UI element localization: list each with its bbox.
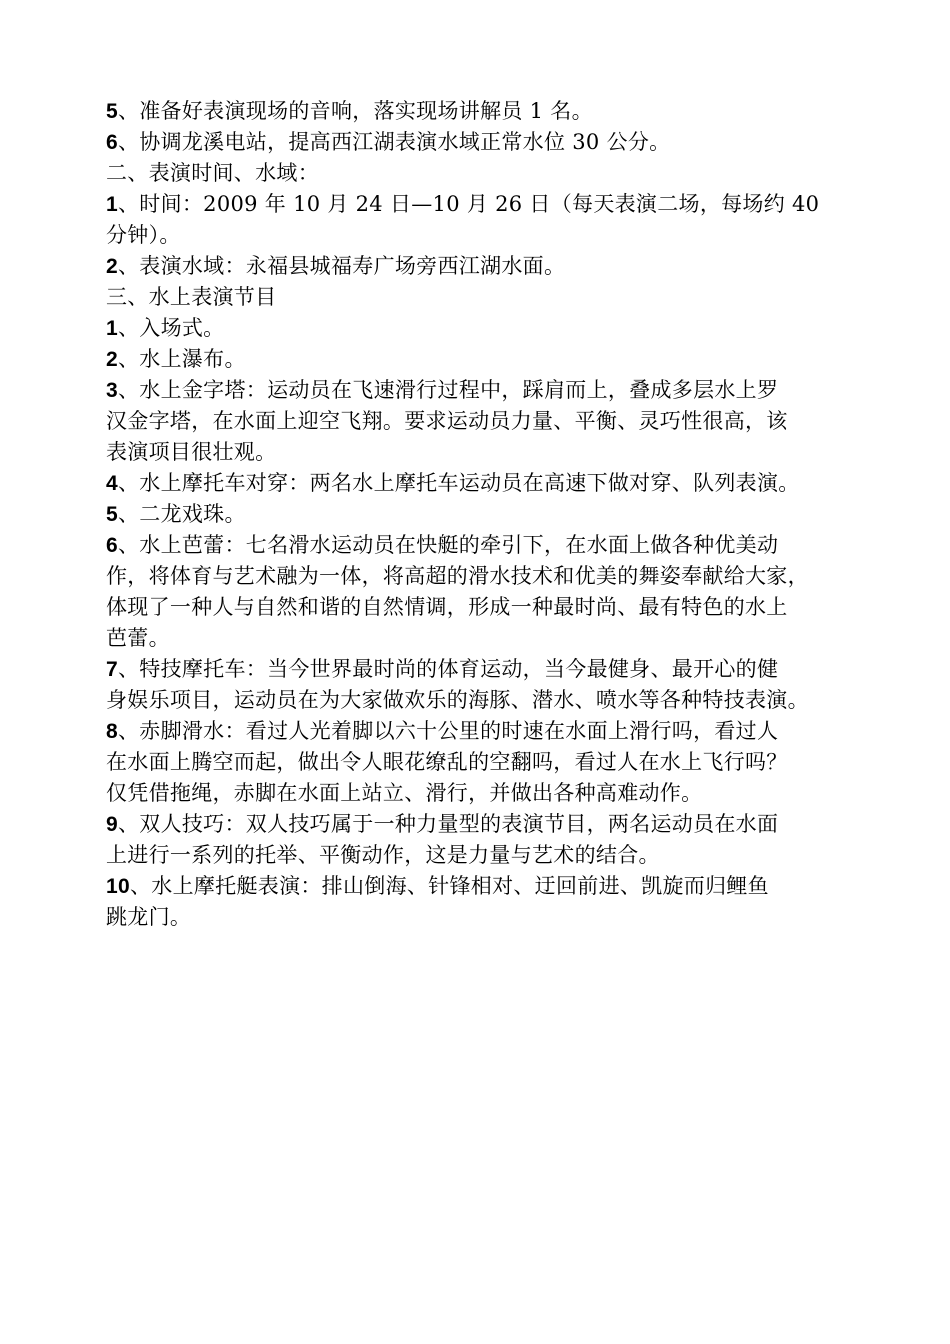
section-heading [106,158,876,189]
item-number: 6 [106,534,118,557]
item-number: 7 [106,658,118,681]
item-number: 10 [106,875,130,898]
text-line [106,716,876,747]
text-line [106,251,876,282]
text-line [106,189,876,220]
line-text: 跳龙门。 [106,905,192,929]
item-number: 8 [106,720,118,743]
line-text: 、协调龙溪电站，提高西江湖表演水域正常水位 30 公分。 [117,130,671,154]
line-text: 在水面上腾空而起，做出令人眼花缭乱的空翻吗，看过人在水上飞行吗？ [106,750,788,774]
line-text: 、特技摩托车：当今世界最时尚的体育运动，当今最健身、最开心的健 [117,657,779,681]
section-heading [106,282,876,313]
line-text: 表演项目很壮观。 [106,440,277,464]
item-number: 9 [106,813,118,836]
line-text: 体现了一种人与自然和谐的自然情调，形成一种最时尚、最有特色的水上 [106,595,788,619]
line-text: 上进行一系列的托举、平衡动作，这是力量与艺术的结合。 [106,843,660,867]
text-line [106,437,876,468]
text-line [106,468,876,499]
text-line [106,561,876,592]
line-text: 、准备好表演现场的音响，落实现场讲解员 1 名。 [117,99,593,123]
line-text: 作，将体育与艺术融为一体，将高超的滑水技术和优美的舞姿奉献给大家， [106,564,809,588]
text-line [106,530,876,561]
text-line [106,778,876,809]
item-number: 5 [106,100,118,123]
text-line [106,840,876,871]
line-text: 、赤脚滑水：看过人光着脚以六十公里的时速在水面上滑行吗，看过人 [117,719,779,743]
text-line [106,344,876,375]
line-text: 、水上瀑布。 [117,347,246,371]
line-text: 、水上芭蕾：七名滑水运动员在快艇的牵引下，在水面上做各种优美动 [117,533,779,557]
text-line [106,127,876,158]
text-line [106,685,876,716]
line-text: 分钟）。 [106,223,181,247]
line-text: 、双人技巧：双人技巧属于一种力量型的表演节目，两名运动员在水面 [117,812,779,836]
line-text: 二、表演时间、水域： [106,161,319,185]
item-number: 4 [106,472,118,495]
line-text: 、水上摩托艇表演：排山倒海、针锋相对、迂回前进、凯旋而归鲤鱼 [129,874,769,898]
text-line [106,592,876,623]
item-number: 3 [106,379,118,402]
text-line [106,499,876,530]
item-number: 1 [106,193,118,216]
line-text: 三、水上表演节目 [106,285,277,309]
text-line [106,220,876,251]
text-line [106,623,876,654]
text-line [106,375,876,406]
text-line [106,654,876,685]
item-number: 5 [106,503,118,526]
text-line [106,871,876,902]
line-text: 、入场式。 [117,316,225,340]
line-text: 汉金字塔，在水面上迎空飞翔。要求运动员力量、平衡、灵巧性很高，该 [106,409,788,433]
text-line [106,96,876,127]
document-body [106,96,876,933]
line-text: 、时间：2009 年 10 月 24 日—10 月 26 日（每天表演二场，每场约 40 [117,192,820,216]
item-number: 2 [106,255,118,278]
line-text: 、水上金字塔：运动员在飞速滑行过程中，踩肩而上，叠成多层水上罗 [117,378,779,402]
text-line [106,902,876,933]
item-number: 1 [106,317,118,340]
item-number: 6 [106,131,118,154]
line-text: 、二龙戏珠。 [117,502,246,526]
line-text: 身娱乐项目，运动员在为大家做欢乐的海豚、潜水、喷水等各种特技表演。 [106,688,809,712]
text-line [106,406,876,437]
line-text: 、表演水域：永福县城福寿广场旁西江湖水面。 [117,254,566,278]
line-text: 仅凭借拖绳，赤脚在水面上站立、滑行，并做出各种高难动作。 [106,781,703,805]
line-text: 、水上摩托车对穿：两名水上摩托车运动员在高速下做对穿、队列表演。 [117,471,800,495]
text-line [106,747,876,778]
item-number: 2 [106,348,118,371]
line-text: 芭蕾。 [106,626,170,650]
text-line [106,809,876,840]
text-line [106,313,876,344]
